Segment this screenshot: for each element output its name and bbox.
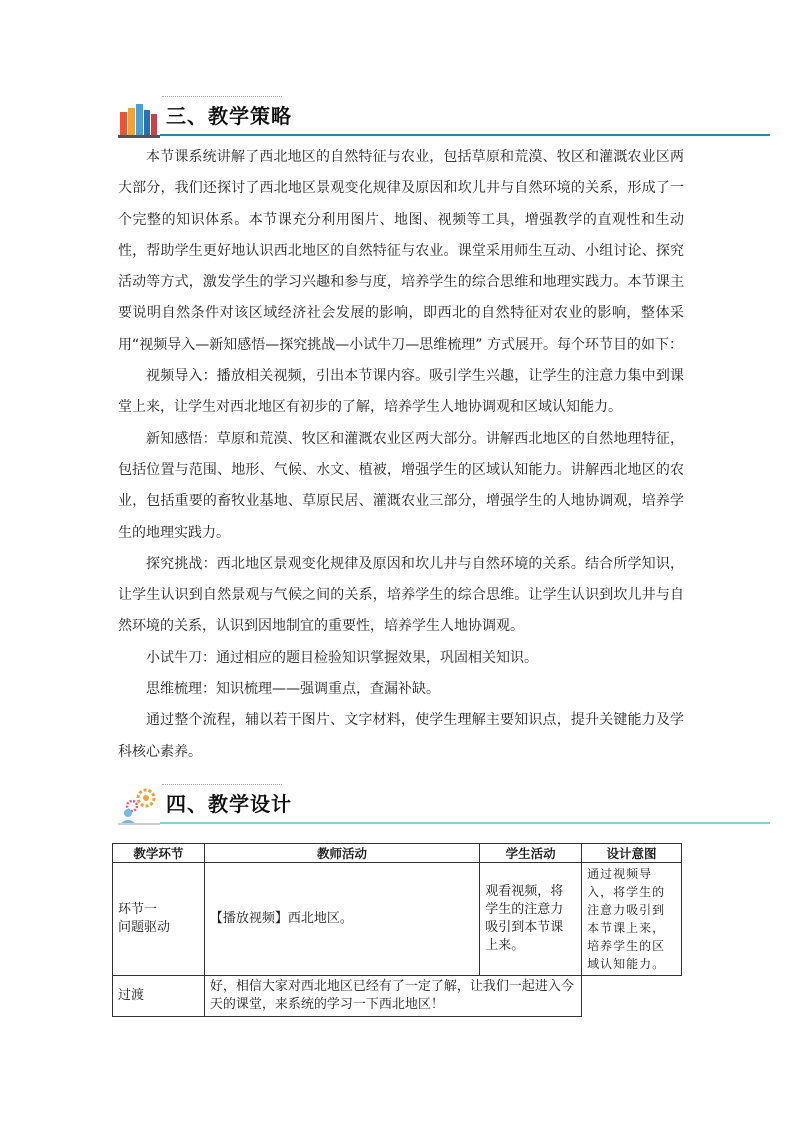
section4-underline xyxy=(160,822,770,824)
student-activity-cell: 观看视频，将学生的注意力吸引到本节课上来。 xyxy=(480,863,582,976)
section3-dotted-rule xyxy=(162,96,282,97)
section4-dotted-rule xyxy=(162,784,282,785)
section4-title: 四、教学设计 xyxy=(166,792,292,816)
paragraph: 视频导入：播放相关视频，引出本节课内容。吸引学生兴趣，让学生的注意力集中到课堂上来，让学生对西北地区有初步的了解，培养学生人地协调观和区域认知能力。 xyxy=(118,368,684,416)
header-cell: 教师活动 xyxy=(204,844,479,863)
table-header-row xyxy=(113,844,682,863)
header-cell: 设计意图 xyxy=(582,844,682,863)
teaching-design-table xyxy=(112,843,682,1017)
header-cell: 学生活动 xyxy=(480,844,582,863)
section3-header xyxy=(118,96,770,136)
header-cell: 教学环节 xyxy=(113,844,205,863)
section3-body xyxy=(118,142,684,768)
paragraph: 思维梳理：知识梳理——强调重点，查漏补缺。 xyxy=(146,681,440,698)
section3-underline xyxy=(160,134,770,136)
design-intent-cell: 通过视频导入，将学生的注意力吸引到本节课上来，培养学生的区域认知能力。 xyxy=(582,863,682,976)
teacher-activity-cell: 好，相信大家对西北地区已经有了一定了解，让我们一起进入今天的课堂，来系统的学习一下西北地区！ xyxy=(204,976,581,1017)
paragraph: 新知感悟：草原和荒漠、牧区和灌溉农业区两大部分。讲解西北地区的自然地理特征，包括位置与范围、地形、气候、水文、植被，增强学生的区域认知能力。讲解西北地区的农业，包括重要的畜牧业基地、草原民居、灌溉农业三部分，增强学生的人地协调观，培养学生的地理实践力。 xyxy=(118,430,684,541)
table-row xyxy=(113,976,682,1017)
table-row xyxy=(113,863,682,976)
paragraph: 通过整个流程，辅以若干图片、文字材料，使学生理解主要知识点，提升关键能力及学科核心素养。 xyxy=(118,712,684,760)
section4-header xyxy=(118,784,770,824)
section3-title: 三、教学策略 xyxy=(166,104,292,128)
paragraph: 探究挑战：西北地区景观变化规律及原因和坎儿井与自然环境的关系。结合所学知识，让学生认识到自然景观与气候之间的关系，培养学生的综合思维。让学生认识到坎儿井与自然环境的关系，认识到因地制宜的重要性，培养学生人地协调观。 xyxy=(118,555,684,635)
books-icon xyxy=(118,98,160,138)
paragraph: 小试牛刀：通过相应的题目检验知识掌握效果，巩固相关知识。 xyxy=(146,649,538,666)
gears-person-icon xyxy=(118,786,160,826)
stage-cell: 过渡 xyxy=(113,976,205,1017)
stage-cell: 环节一 问题驱动 xyxy=(113,863,205,976)
paragraph: 本节课系统讲解了西北地区的自然特征与农业，包括草原和荒漠、牧区和灌溉农业区两大部分，我们还探讨了西北地区景观变化规律及原因和坎儿井与自然环境的关系，形成了一个完整的知识体系。本节课充分利用图片、地图、视频等工具，增强教学的直观性和生动性，帮助学生更好地认识西北地区的自然特征与农业。课堂采用师生互动、小组讨论、探究活动等方式，激发学生的学习兴趣和参与度，培养学生的综合思维和地理实践力。本节课主要说明自然条件对该区域经济社会发展的影响，即西北的自然特征对农业的影响，整体采用“视频导入—新知感悟—探究挑战—小试牛刀—思维梳理” 方式展开。每个环节目的如下： xyxy=(118,149,684,353)
teacher-activity-cell: 【播放视频】西北地区。 xyxy=(204,863,479,976)
